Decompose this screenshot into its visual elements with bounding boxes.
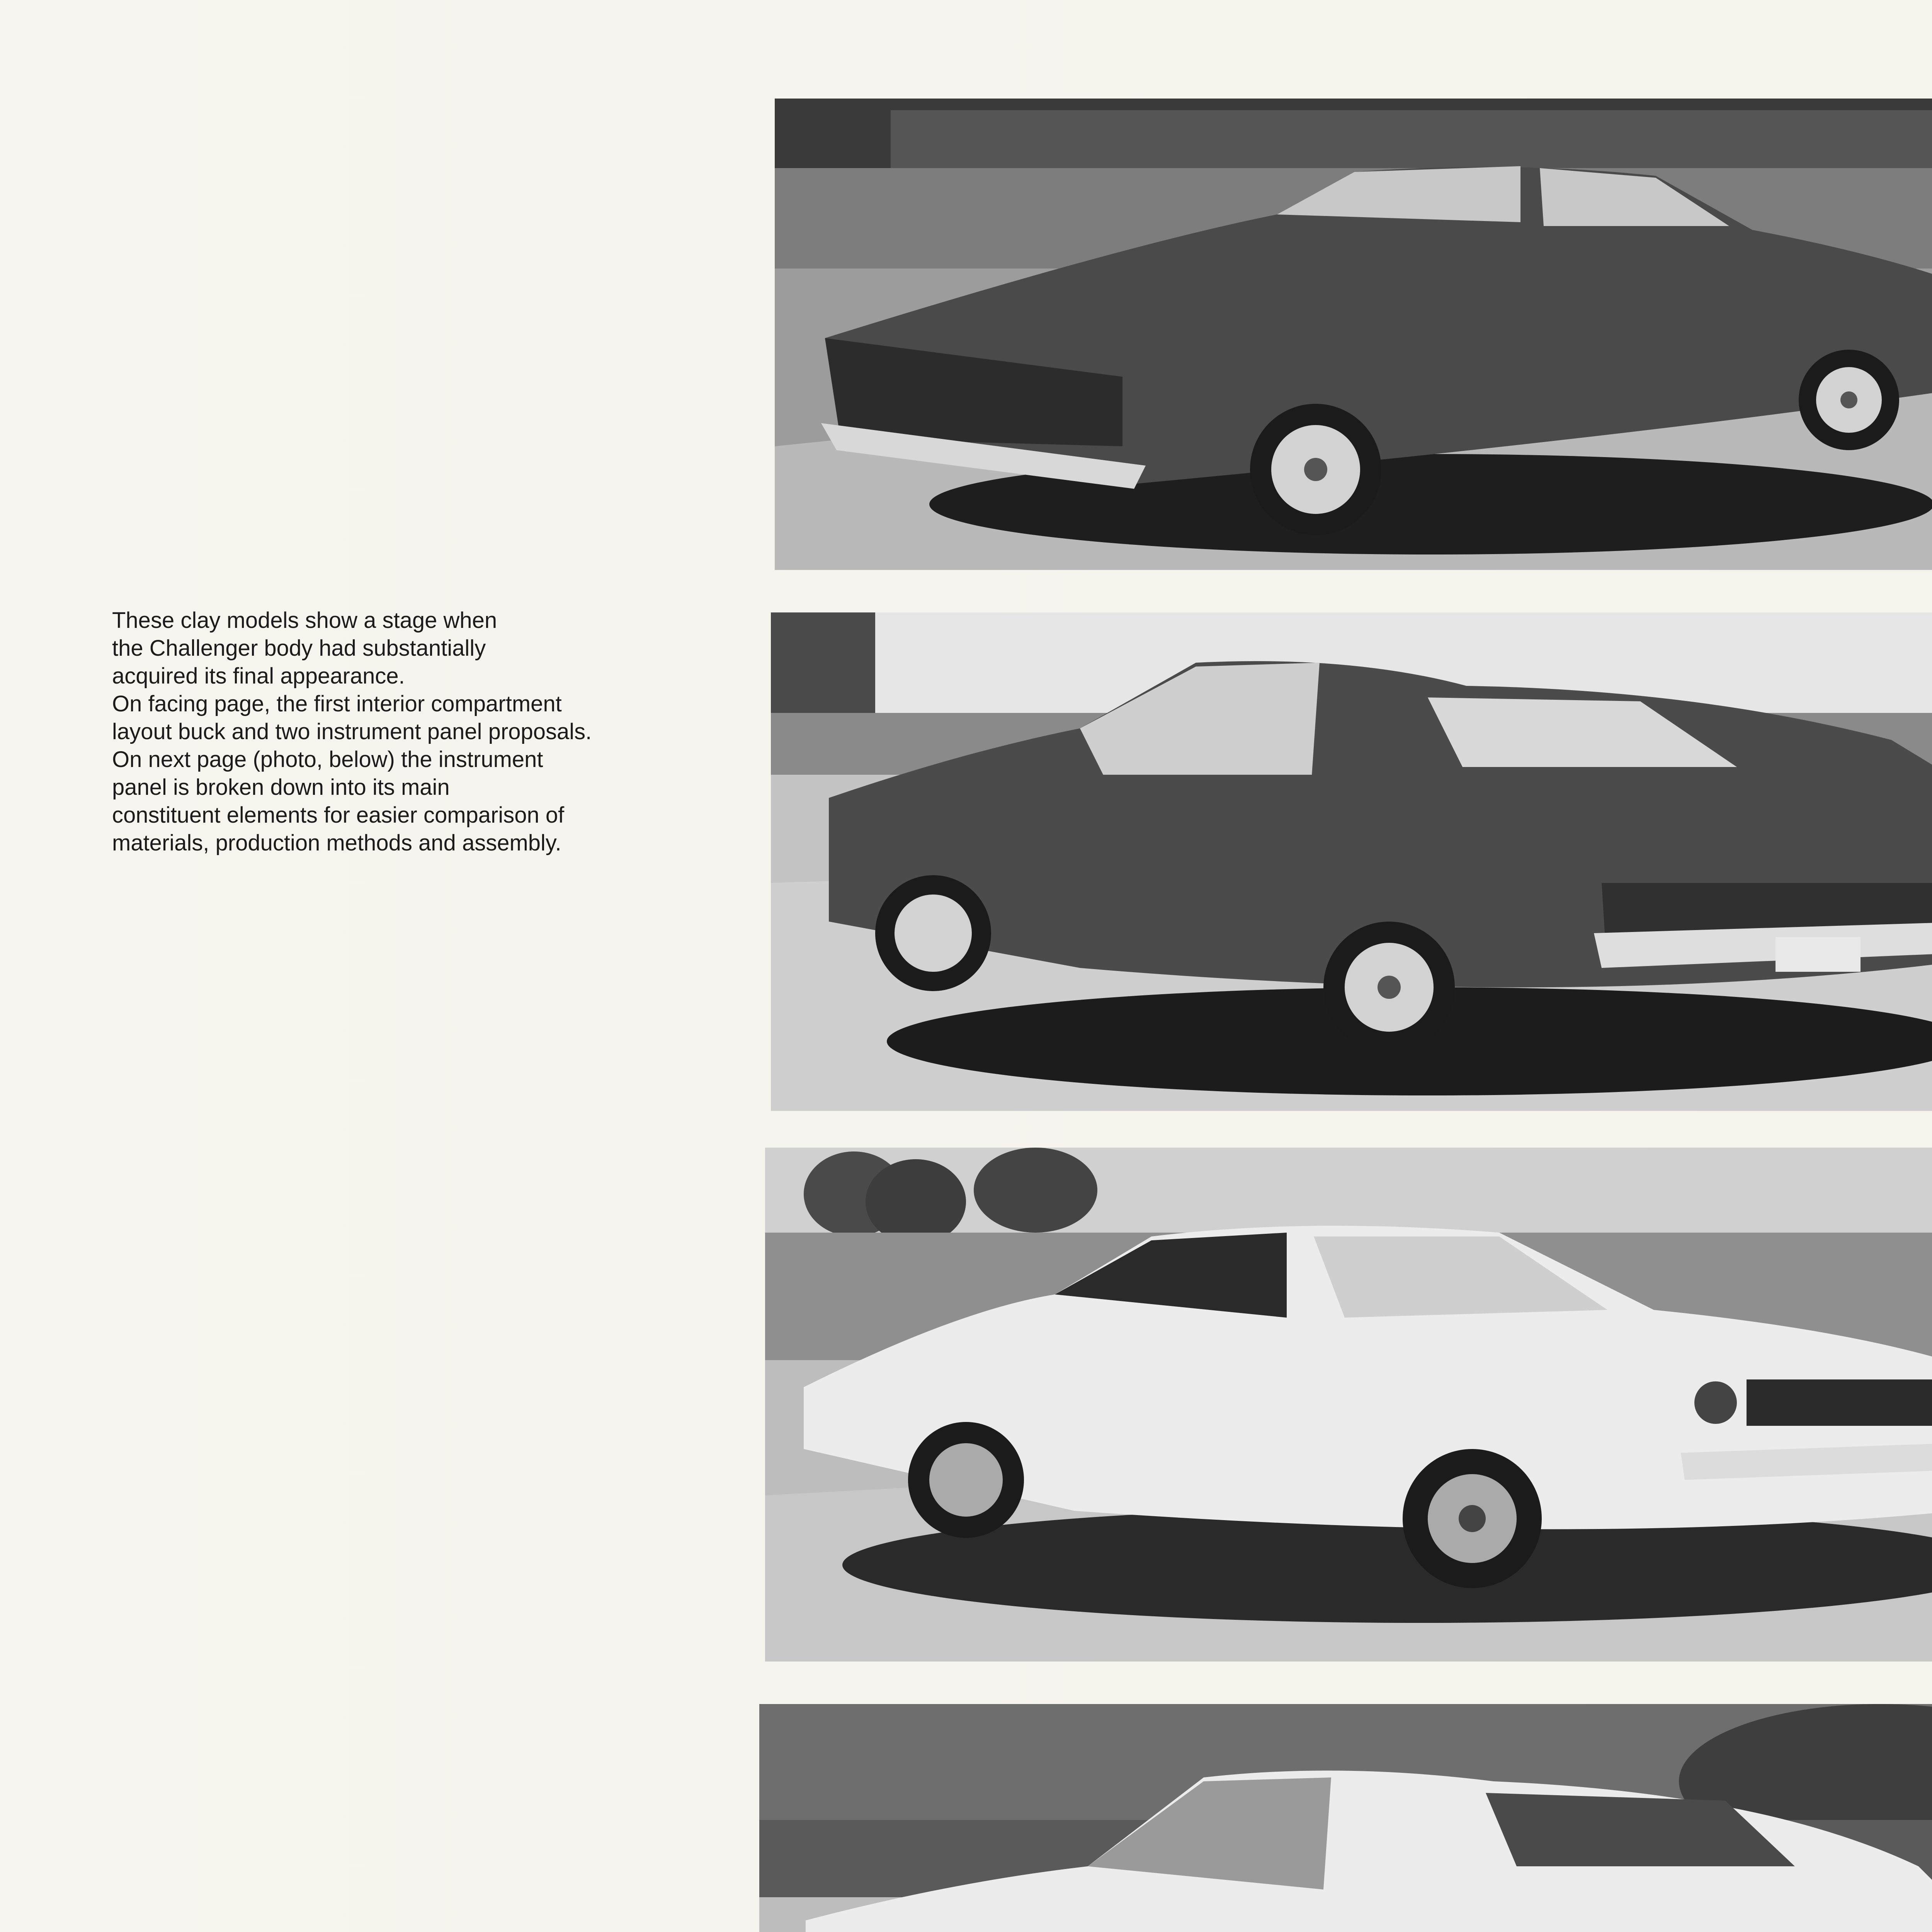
caption-line: acquired its final appearance. (112, 663, 405, 689)
caption-line: materials, production methods and assembly. (112, 830, 561, 855)
caption-line: On facing page, the first interior compartment (112, 691, 562, 716)
photo-dark-clay-model-rear (771, 612, 1932, 1111)
caption-line: panel is broken down into its main (112, 775, 450, 800)
caption-line: On next page (photo, below) the instrument (112, 747, 543, 772)
caption-line: These clay models show a stage when (112, 608, 497, 633)
caption-line: layout buck and two instrument panel proposals. (112, 719, 592, 744)
caption-line: the Challenger body had substantially (112, 636, 486, 661)
photo-dark-clay-model-front (775, 99, 1932, 570)
photo-light-clay-model-rear (759, 1704, 1932, 1932)
photo-light-clay-model-front (765, 1148, 1932, 1662)
caption-line: constituent elements for easier comparison of (112, 803, 565, 828)
caption-text (112, 607, 769, 857)
